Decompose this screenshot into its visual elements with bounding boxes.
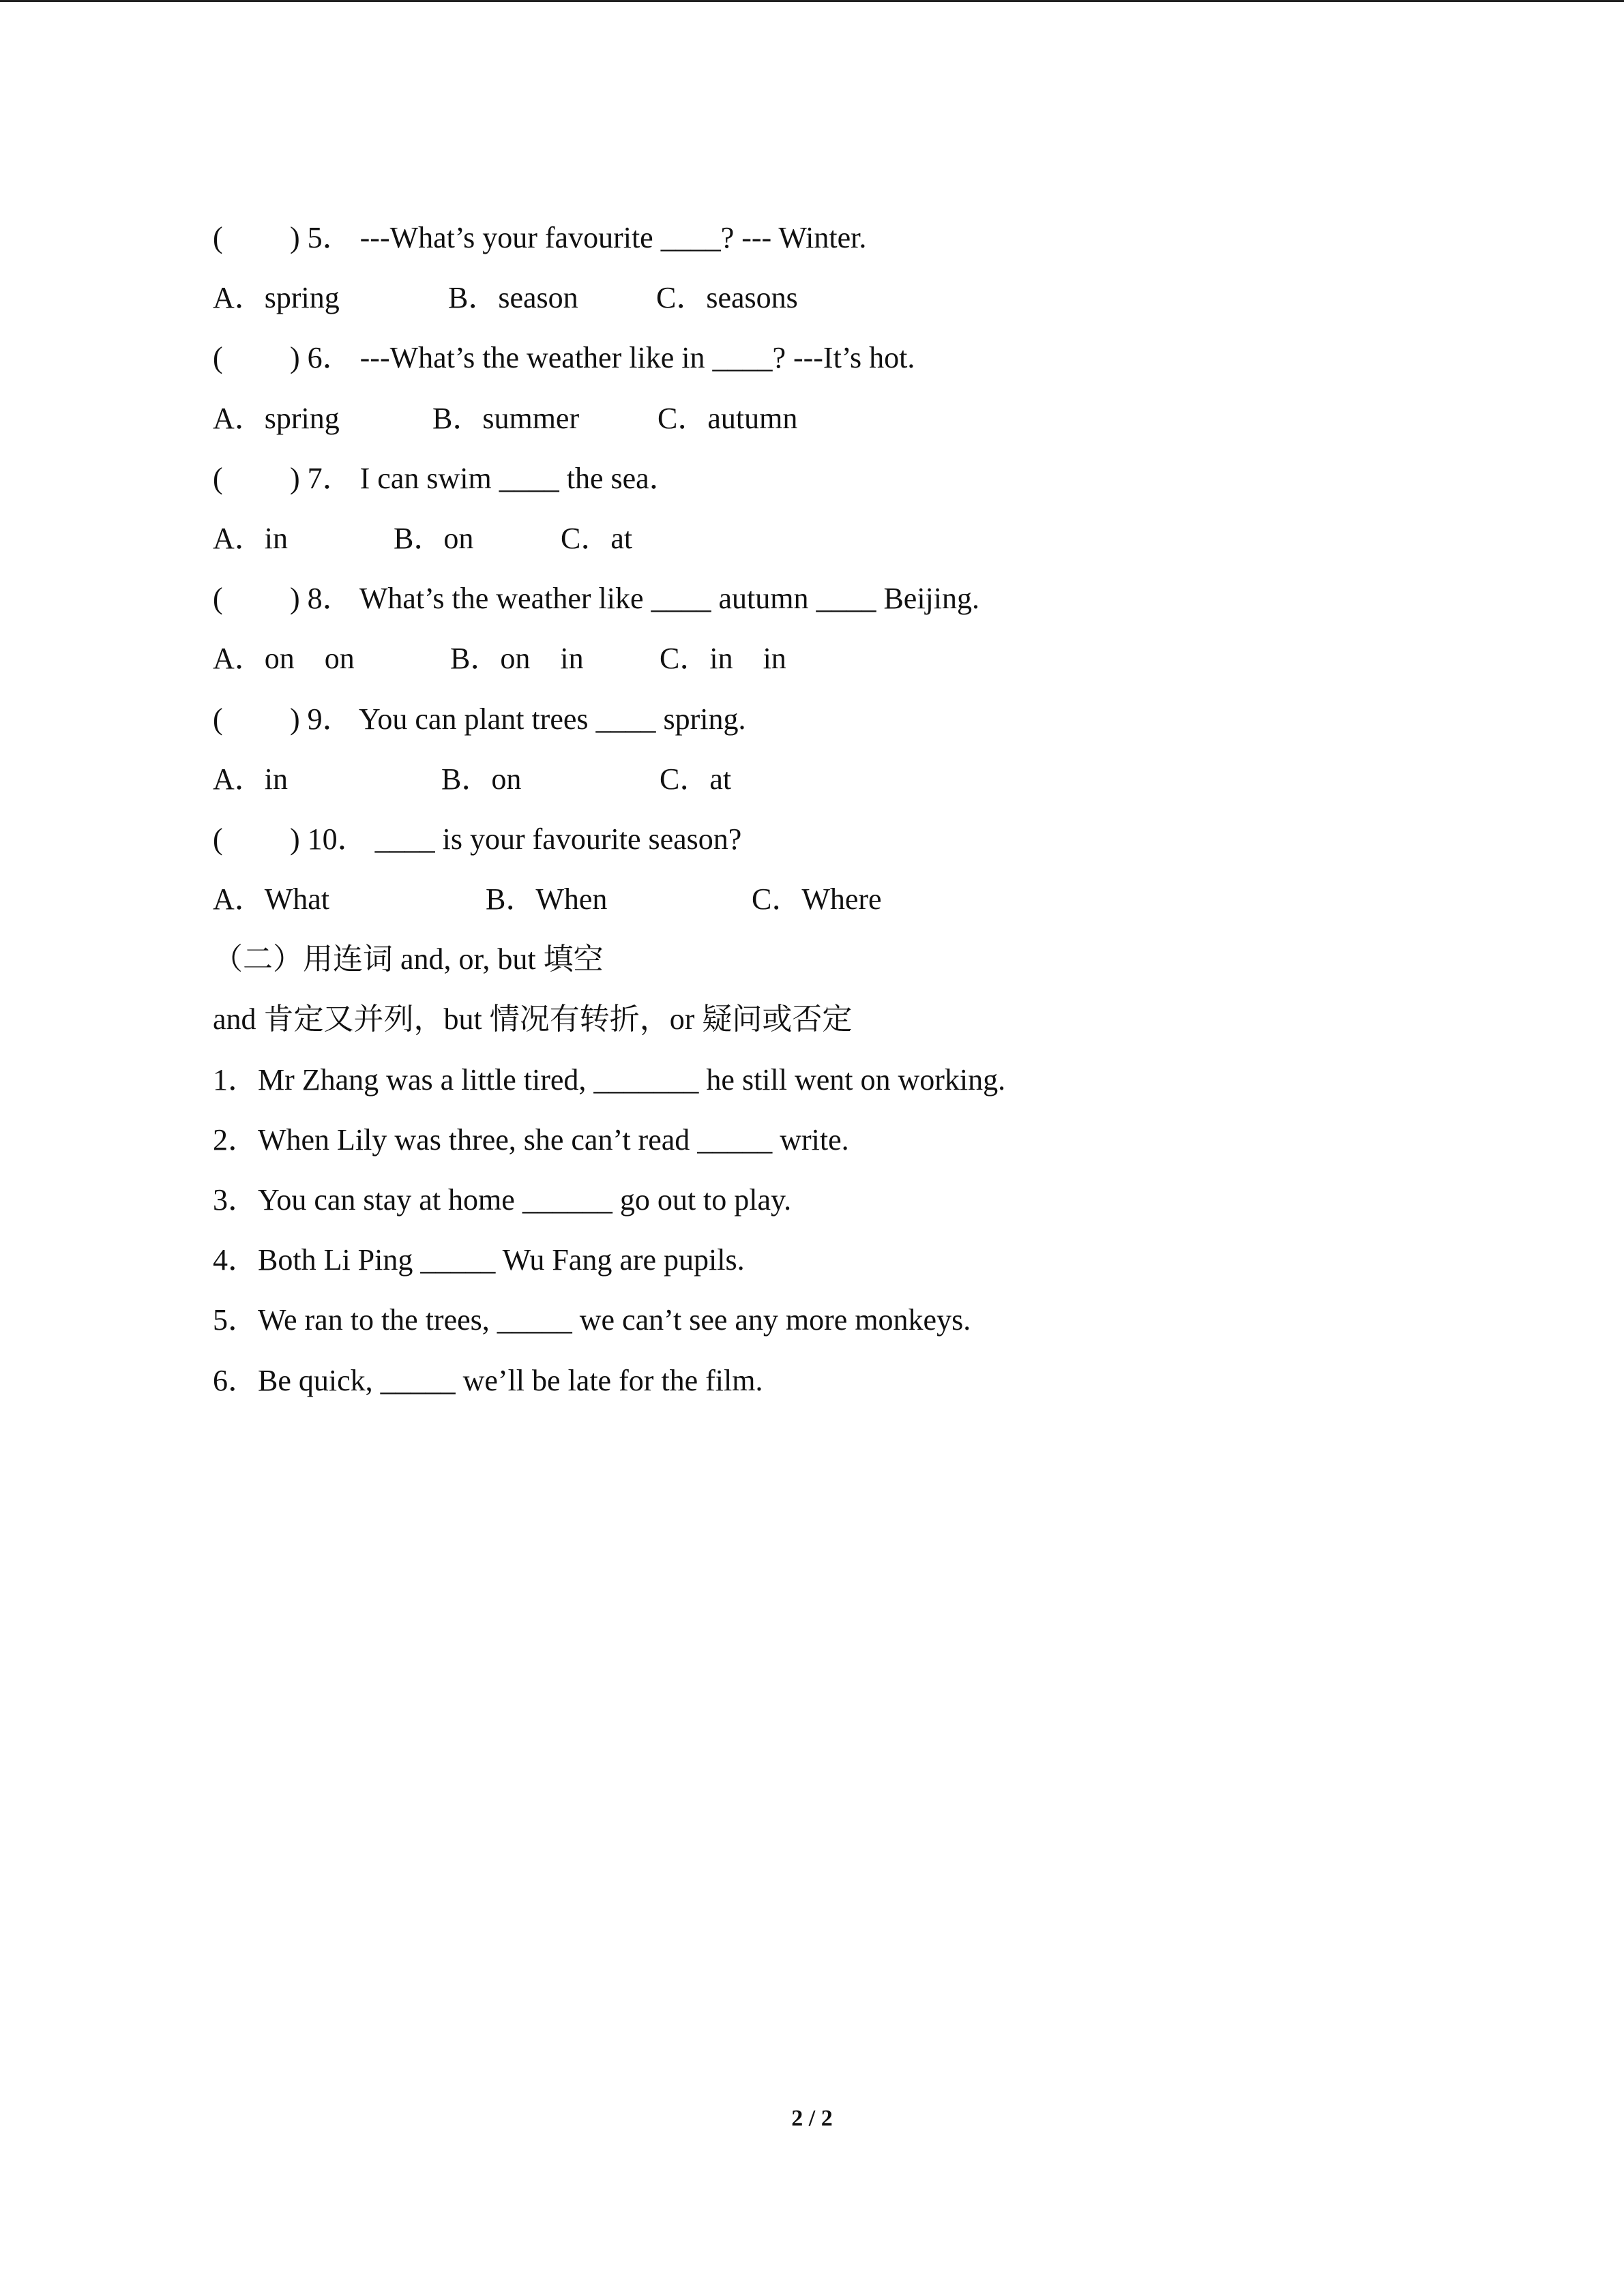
option-c: C．Where bbox=[752, 882, 882, 916]
section-title: （二）用连词 and, or, but 填空 bbox=[213, 942, 604, 976]
option-a: A．What bbox=[213, 882, 330, 916]
question-number: ) 10． bbox=[290, 822, 368, 856]
question-text: ____ is your favourite season? bbox=[374, 822, 742, 856]
options-9 bbox=[213, 749, 1509, 809]
question-7 bbox=[213, 449, 1509, 509]
option-b: B．When bbox=[486, 882, 608, 916]
fill-item-1: 1．Mr Zhang was a little tired, _______ he still went on working. bbox=[213, 1062, 1006, 1097]
top-border-line bbox=[0, 0, 1624, 2]
fill-item-4: 4．Both Li Ping _____ Wu Fang are pupils. bbox=[213, 1243, 745, 1277]
question-10 bbox=[213, 809, 1509, 869]
option-a: A．spring bbox=[213, 401, 340, 435]
option-c: C．at bbox=[660, 762, 732, 796]
fill-item-5: 5．We ran to the trees, _____ we can’t see any more monkeys. bbox=[213, 1303, 971, 1337]
question-8 bbox=[213, 569, 1509, 629]
option-b: B．season bbox=[448, 281, 578, 315]
question-number: ) 9． bbox=[290, 702, 353, 736]
option-c: C．seasons bbox=[656, 281, 798, 315]
fill-item-6: 6．Be quick, _____ we’ll be late for the film. bbox=[213, 1363, 763, 1397]
answer-blank[interactable]: ( bbox=[213, 822, 223, 856]
question-text: You can plant trees ____ spring. bbox=[359, 702, 746, 736]
question-9 bbox=[213, 689, 1509, 749]
question-6 bbox=[213, 328, 1509, 388]
answer-blank[interactable]: ( bbox=[213, 582, 223, 616]
option-a: A．spring bbox=[213, 281, 340, 315]
question-5 bbox=[213, 208, 1509, 268]
section-rule: and 肯定又并列，but 情况有转折，or 疑问或否定 bbox=[213, 1002, 853, 1037]
fill-item-3: 3．You can stay at home ______ go out to play. bbox=[213, 1183, 792, 1217]
answer-blank[interactable]: ( bbox=[213, 221, 223, 254]
option-c: C．at bbox=[561, 521, 633, 555]
options-5 bbox=[213, 268, 1509, 328]
question-number: ) 6． bbox=[290, 341, 353, 375]
question-number: ) 8． bbox=[290, 582, 353, 616]
answer-blank[interactable]: ( bbox=[213, 461, 223, 495]
options-7 bbox=[213, 509, 1509, 569]
option-b: B．on bbox=[394, 521, 474, 555]
page-number: 2 / 2 bbox=[791, 2106, 833, 2131]
options-6 bbox=[213, 389, 1509, 449]
question-text: What’s the weather like ____ autumn ____ Beijing. bbox=[359, 582, 980, 616]
question-number: ) 7． bbox=[290, 461, 353, 495]
options-10 bbox=[213, 869, 1509, 929]
option-b: B．on in bbox=[450, 642, 584, 676]
question-text: ---What’s the weather like in ____? ---It’s hot. bbox=[359, 341, 915, 375]
fill-item-2: 2．When Lily was three, she can’t read _____ write. bbox=[213, 1122, 849, 1157]
answer-blank[interactable]: ( bbox=[213, 341, 223, 375]
question-text: I can swim ____ the sea． bbox=[359, 461, 679, 495]
option-c: C．autumn bbox=[658, 401, 798, 435]
option-b: B．summer bbox=[432, 401, 580, 435]
question-text: ---What’s your favourite ____? --- Winter. bbox=[359, 221, 867, 254]
answer-blank[interactable]: ( bbox=[213, 702, 223, 736]
question-number: ) 5． bbox=[290, 221, 353, 254]
option-a: A．in bbox=[213, 762, 288, 796]
options-8 bbox=[213, 629, 1509, 689]
worksheet-content bbox=[213, 208, 1509, 1411]
option-a: A．in bbox=[213, 521, 288, 555]
option-a: A．on on bbox=[213, 642, 355, 676]
option-b: B．on bbox=[441, 762, 522, 796]
option-c: C．in in bbox=[660, 642, 786, 676]
